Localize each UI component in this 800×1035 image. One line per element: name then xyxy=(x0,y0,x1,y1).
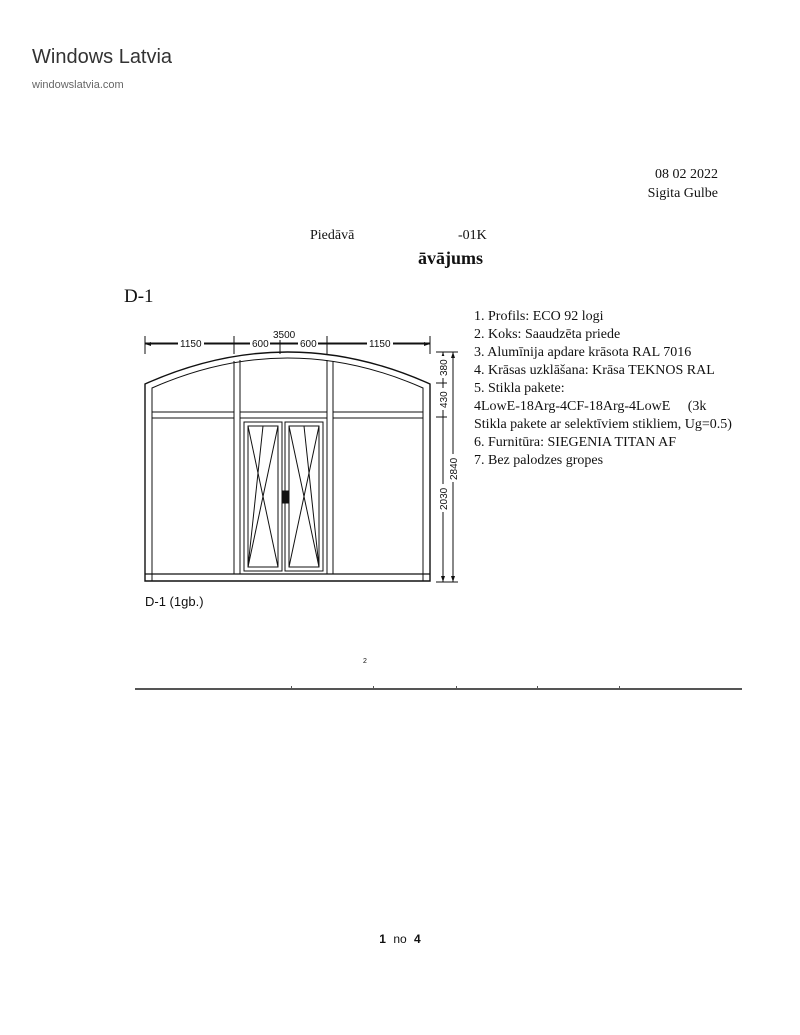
page-current: 1 xyxy=(379,932,386,946)
title-line1-right: -01K xyxy=(458,228,487,243)
table-column-tick xyxy=(619,686,620,690)
page-total: 4 xyxy=(414,932,421,946)
table-column-tick xyxy=(456,686,457,690)
company-name: Windows Latvia xyxy=(32,46,173,68)
item-code: D-1 xyxy=(124,286,154,307)
spec-item: 3. Alumīnija apdare krāsota RAL 7016 xyxy=(474,345,692,360)
dim-width-2: 600 xyxy=(252,339,269,350)
dim-total-height: 2840 xyxy=(449,457,460,480)
spec-item: 2. Koks: Saaudzēta priede xyxy=(474,327,621,342)
spec-item: Stikla pakete ar selektīviem stikliem, Ug=0.5) xyxy=(474,417,732,432)
spec-item: 6. Furnitūra: SIEGENIA TITAN AF xyxy=(474,435,677,450)
dim-height-1: 380 xyxy=(439,359,450,376)
table-column-tick xyxy=(373,686,374,690)
company-url: windowslatvia.com xyxy=(32,79,124,91)
document-title: āvājums xyxy=(418,248,484,268)
dim-total-width: 3500 xyxy=(273,330,296,341)
document-date: 08 02 2022 xyxy=(655,167,718,182)
spec-item: 4. Krāsas uzklāšana: Krāsa TEKNOS RAL xyxy=(474,363,715,378)
dim-width-4: 1150 xyxy=(369,339,391,350)
page-number xyxy=(0,932,800,946)
small-mark: 2 xyxy=(363,658,367,665)
dim-height-3: 2030 xyxy=(439,487,450,510)
dim-width-3: 600 xyxy=(300,339,317,350)
drawing-caption: D-1 (1gb.) xyxy=(145,594,204,609)
document-author: Sigita Gulbe xyxy=(647,186,718,201)
dim-height-2: 430 xyxy=(439,391,450,408)
spec-list xyxy=(474,308,732,470)
spec-item: 7. Bez palodzes gropes xyxy=(474,453,604,468)
spec-item: 4LowE-18Arg-4CF-18Arg-4LowE (3k xyxy=(474,399,707,414)
door-handle xyxy=(283,491,288,503)
title-line1-left: Piedāvā xyxy=(310,228,355,243)
page-separator: no xyxy=(393,932,407,946)
window-drawing xyxy=(140,326,465,588)
window-frame xyxy=(145,352,430,581)
spec-item: 1. Profils: ECO 92 logi xyxy=(474,309,604,324)
table-column-tick xyxy=(291,686,292,690)
table-rule xyxy=(135,688,742,690)
table-column-tick xyxy=(537,686,538,690)
dim-width-1: 1150 xyxy=(180,339,202,350)
spec-item: 5. Stikla pakete: xyxy=(474,381,565,396)
